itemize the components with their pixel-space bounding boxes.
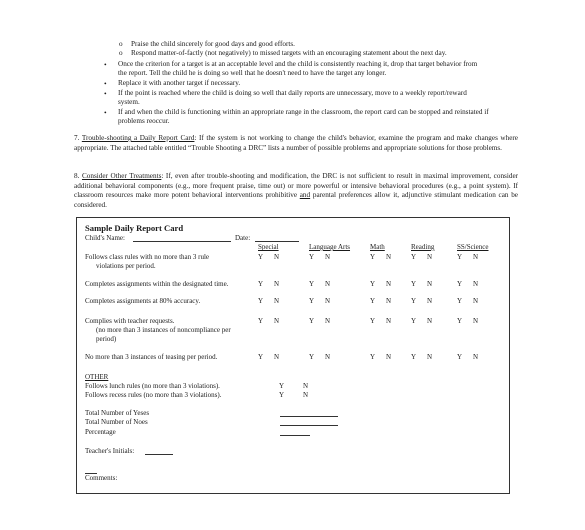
section-8-heading: Consider Other Treatments [81, 172, 162, 180]
other-row-lunch: Follows lunch rules (no more than 3 violations). [85, 382, 220, 390]
no-mark[interactable]: N [303, 391, 309, 399]
other-heading: OTHER [85, 373, 109, 381]
yes-mark[interactable]: Y [309, 253, 315, 261]
yes-mark[interactable]: Y [279, 382, 285, 390]
no-mark[interactable]: N [473, 280, 479, 288]
yes-mark[interactable]: Y [258, 253, 264, 261]
section-7-number: 7. [74, 134, 80, 142]
row-label: Follows class rules with no more than 3 rule [85, 253, 210, 261]
yes-mark[interactable]: Y [370, 353, 376, 361]
column-header-language-arts: Language Arts [309, 243, 351, 251]
no-mark[interactable]: N [473, 353, 479, 361]
row-label: Completes assignments at 80% accuracy. [85, 297, 201, 305]
no-mark[interactable]: N [386, 353, 392, 361]
total-yeses-label: Total Number of Yeses [85, 409, 150, 417]
no-mark[interactable]: N [386, 253, 392, 261]
no-mark[interactable]: N [325, 297, 331, 305]
comments-label: Comments: [85, 474, 118, 482]
date-field[interactable] [255, 234, 299, 242]
no-mark[interactable]: N [473, 317, 479, 325]
section-7-heading: Trouble-shooting a Daily Report Card [81, 134, 195, 142]
no-mark[interactable]: N [274, 253, 280, 261]
row-label-cont: violations per period. [96, 262, 156, 270]
no-mark[interactable]: N [473, 297, 479, 305]
column-header-math: Math [370, 243, 385, 251]
no-mark[interactable]: N [427, 280, 433, 288]
sub-bullet-marker: o [119, 40, 123, 48]
row-label: No more than 3 instances of teasing per period. [85, 353, 218, 361]
row-label: Completes assignments within the designated time. [85, 280, 229, 288]
row-label: Complies with teacher requests. [85, 317, 175, 325]
list-item-drop-target-l1: Once the criterion for a target is at an acceptable level and the child is consistently reaching it, drop that target behavior from [118, 60, 478, 68]
total-noes-field[interactable] [280, 418, 338, 426]
yes-mark[interactable]: Y [309, 297, 315, 305]
yes-mark[interactable]: Y [411, 317, 417, 325]
total-yeses-field[interactable] [280, 409, 338, 417]
yes-mark[interactable]: Y [457, 280, 463, 288]
list-item-stop-l2: problems reoccur. [118, 117, 170, 125]
yes-mark[interactable]: Y [457, 253, 463, 261]
sub-bullet-marker: o [119, 49, 123, 57]
column-header-special: Special [258, 243, 279, 251]
no-mark[interactable]: N [427, 253, 433, 261]
no-mark[interactable]: N [325, 353, 331, 361]
yes-mark[interactable]: Y [279, 391, 285, 399]
bullet-marker: • [104, 60, 107, 69]
list-item-weekly-l1: If the point is reached where the child is doing so well that daily reports are unnecessary, move to a weekly report/reward [118, 89, 467, 97]
yes-mark[interactable]: Y [258, 297, 264, 305]
no-mark[interactable]: N [427, 353, 433, 361]
bullet-marker: • [104, 89, 107, 98]
no-mark[interactable]: N [427, 317, 433, 325]
yes-mark[interactable]: Y [309, 353, 315, 361]
yes-mark[interactable]: Y [258, 317, 264, 325]
no-mark[interactable]: N [274, 353, 280, 361]
yes-mark[interactable]: Y [370, 317, 376, 325]
yes-mark[interactable]: Y [411, 297, 417, 305]
list-item-drop-target-l2: the report. Tell the child he is doing so well that he doesn't need to have the target any longer. [118, 69, 387, 77]
section-8-and: and [299, 191, 311, 200]
yes-mark[interactable]: Y [258, 353, 264, 361]
yes-mark[interactable]: Y [370, 253, 376, 261]
childs-name-label: Child's Name: [85, 234, 125, 242]
other-row-recess: Follows recess rules (no more than 3 violations). [85, 391, 222, 399]
no-mark[interactable]: N [325, 317, 331, 325]
date-label: Date: [235, 234, 251, 242]
comments-rule [85, 466, 97, 474]
no-mark[interactable]: N [325, 280, 331, 288]
row-label-cont: (no more than 3 instances of noncompliance per [96, 326, 231, 334]
no-mark[interactable]: N [274, 317, 280, 325]
yes-mark[interactable]: Y [411, 280, 417, 288]
list-item-weekly-l2: system. [118, 98, 140, 106]
yes-mark[interactable]: Y [370, 297, 376, 305]
section-8-number: 8. [74, 172, 80, 180]
no-mark[interactable]: N [427, 297, 433, 305]
column-header-reading: Reading [411, 243, 435, 251]
column-header-ss-science: SS/Science [457, 243, 489, 251]
bullet-marker: • [104, 79, 107, 88]
yes-mark[interactable]: Y [309, 280, 315, 288]
no-mark[interactable]: N [274, 297, 280, 305]
section-8-text-end: parental preferences allow it, adjunctive stimulant medication can be considered. [74, 191, 518, 209]
yes-mark[interactable]: Y [411, 253, 417, 261]
no-mark[interactable]: N [303, 382, 309, 390]
bullet-marker: • [104, 108, 107, 117]
section-7-paragraph [74, 134, 518, 153]
row-label-cont: period) [96, 335, 117, 343]
list-subitem-praise: Praise the child sincerely for good days and good efforts. [131, 40, 295, 48]
list-subitem-respond: Respond matter-of-factly (not negatively) to missed targets with an encouraging statement about the next day. [131, 49, 447, 57]
yes-mark[interactable]: Y [370, 280, 376, 288]
no-mark[interactable]: N [386, 297, 392, 305]
yes-mark[interactable]: Y [309, 317, 315, 325]
yes-mark[interactable]: Y [258, 280, 264, 288]
teachers-initials-label: Teacher's Initials: [85, 447, 135, 455]
no-mark[interactable]: N [325, 253, 331, 261]
yes-mark[interactable]: Y [457, 297, 463, 305]
list-item-replace-target: Replace it with another target if necessary. [118, 79, 241, 87]
total-noes-label: Total Number of Noes [85, 418, 148, 426]
section-8-text: : If, even after trouble-shooting and modification, the DRC is not sufficient to result in maximal improvement, consider additional behavioral components (e.g., more frequent praise, time out) or more powerful or intensive behavioral procedures (e.g., a point system). If classroom resources make more potent behavioral interventions prohibitive [74, 172, 519, 200]
list-item-stop-l1: If and when the child is functioning within an appropriate range in the classroom, the report card can be stopped and reinstated if [118, 108, 489, 116]
yes-mark[interactable]: Y [411, 353, 417, 361]
childs-name-field[interactable] [133, 234, 231, 242]
sample-daily-report-card [76, 217, 510, 494]
percentage-field[interactable] [280, 428, 310, 436]
no-mark[interactable]: N [274, 280, 280, 288]
no-mark[interactable]: N [473, 253, 479, 261]
no-mark[interactable]: N [386, 280, 392, 288]
no-mark[interactable]: N [386, 317, 392, 325]
yes-mark[interactable]: Y [457, 353, 463, 361]
teachers-initials-field[interactable] [145, 447, 173, 455]
yes-mark[interactable]: Y [457, 317, 463, 325]
report-card-title: Sample Daily Report Card [85, 223, 184, 233]
section-7-text: : If the system is not working to change the child's behavior, examine the program and make changes where appropriate. The attached table entitled “Trouble Shooting a DRC” lists a number of possible problems and appropriate solutions for those problems. [74, 134, 518, 152]
section-8-paragraph [74, 172, 518, 210]
percentage-label: Percentage [85, 428, 116, 436]
